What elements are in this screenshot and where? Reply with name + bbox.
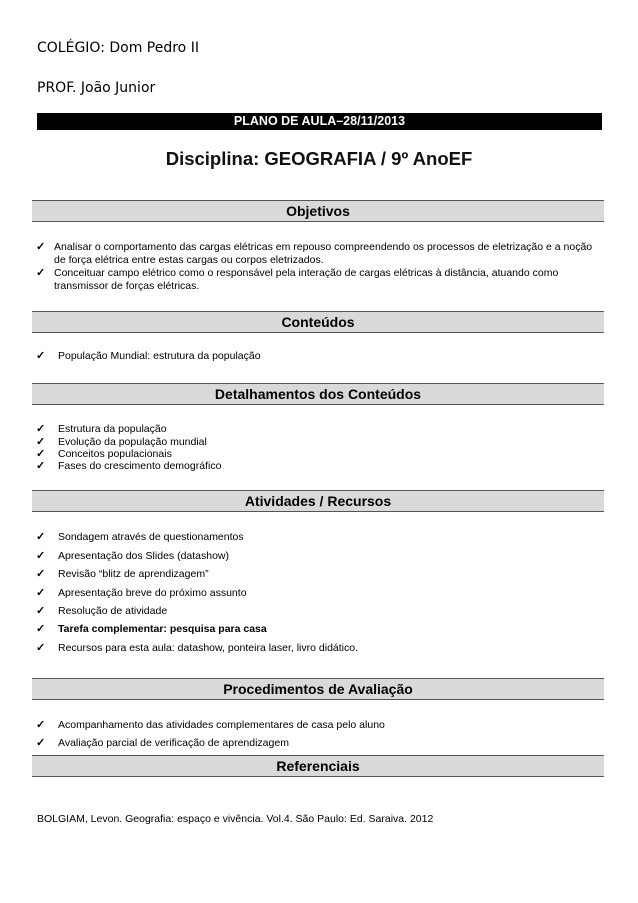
checkmark-icon: ✓ xyxy=(36,423,46,435)
checkmark-icon: ✓ xyxy=(36,350,46,362)
checkmark-icon: ✓ xyxy=(36,448,46,460)
plan-title: PLANO DE AULA–28/11/2013 xyxy=(37,113,602,130)
list-item: ✓ Revisão “blitz de aprendizagem” xyxy=(36,568,209,580)
list-item: ✓ População Mundial: estrutura da população xyxy=(36,350,261,362)
checkmark-icon: ✓ xyxy=(36,241,46,253)
list-item: ✓ Tarefa complementar: pesquisa para casa xyxy=(36,623,267,635)
school-name: COLÉGIO: Dom Pedro II xyxy=(37,40,199,56)
teacher-name: PROF. João Junior xyxy=(37,80,156,96)
list-item: ✓ Resolução de atividade xyxy=(36,605,168,617)
section-procedimentos-header: Procedimentos de Avaliação xyxy=(32,678,604,700)
checkmark-icon: ✓ xyxy=(36,568,46,580)
list-item: ✓ Fases do crescimento demográfico xyxy=(36,460,222,472)
checkmark-icon: ✓ xyxy=(36,737,46,749)
section-referenciais-header: Referenciais xyxy=(32,755,604,777)
discipline-title: Disciplina: GEOGRAFIA / 9º AnoEF xyxy=(165,148,473,169)
section-conteudos-header: Conteúdos xyxy=(32,311,604,333)
section-atividades-header: Atividades / Recursos xyxy=(32,490,604,512)
list-item: ✓ Estrutura da população xyxy=(36,423,167,435)
section-objetivos-header: Objetivos xyxy=(32,200,604,222)
list-item: ✓ Sondagem através de questionamentos xyxy=(36,531,244,543)
checkmark-icon: ✓ xyxy=(36,436,46,448)
checkmark-icon: ✓ xyxy=(36,719,46,731)
list-item: ✓ Analisar o comportamento das cargas elétricas em repouso compreendendo os processos de eletrização e a noção de força elétrica entre estas cargas ou corpos eletrizados. xyxy=(36,241,593,266)
checkmark-icon: ✓ xyxy=(36,550,46,562)
checkmark-icon: ✓ xyxy=(36,623,46,635)
list-item: ✓ Recursos para esta aula: datashow, ponteira laser, livro didático. xyxy=(36,642,359,654)
checkmark-icon: ✓ xyxy=(36,642,46,654)
list-item: ✓ Apresentação breve do próximo assunto xyxy=(36,587,247,599)
list-item: ✓ Conceitos populacionais xyxy=(36,448,172,460)
list-item: ✓ Conceituar campo elétrico como o responsável pela interação de cargas elétricas à distância, atuando como transmissor de forças elétricas. xyxy=(36,267,559,292)
checkmark-icon: ✓ xyxy=(36,605,46,617)
list-item: ✓ Avaliação parcial de verificação de aprendizagem xyxy=(36,737,289,749)
list-item: ✓ Apresentação dos Slides (datashow) xyxy=(36,550,230,562)
reference-text: BOLGIAM, Levon. Geografia: espaço e vivência. Vol.4. São Paulo: Ed. Saraiva. 2012 xyxy=(37,813,434,825)
section-detalhamentos-header: Detalhamentos dos Conteúdos xyxy=(32,383,604,405)
checkmark-icon: ✓ xyxy=(36,587,46,599)
checkmark-icon: ✓ xyxy=(36,267,46,279)
checkmark-icon: ✓ xyxy=(36,460,46,472)
list-item: ✓ Acompanhamento das atividades complementares de casa pelo aluno xyxy=(36,719,385,731)
checkmark-icon: ✓ xyxy=(36,531,46,543)
list-item: ✓ Evolução da população mundial xyxy=(36,436,207,448)
